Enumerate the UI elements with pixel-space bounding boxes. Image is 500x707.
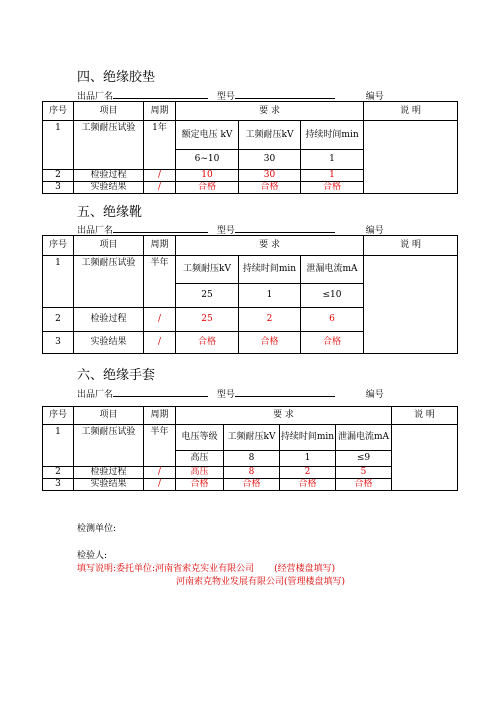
header-period: 周期 (144, 102, 176, 121)
spec-value: 25 (176, 284, 239, 308)
process-value: 1 (301, 170, 364, 182)
row-2-seq: 2 (43, 308, 74, 332)
header-period: 周期 (144, 407, 176, 425)
header-item: 项目 (74, 407, 144, 425)
section-5-table (42, 235, 458, 354)
result-value: 合格 (301, 182, 364, 194)
row-3-seq: 3 (43, 332, 74, 354)
spec-value: 1 (301, 150, 364, 170)
header-period: 周期 (144, 236, 176, 256)
row-1-seq: 1 (43, 121, 74, 170)
row-3-item: 实验结果 (74, 182, 144, 194)
note-cell (392, 425, 458, 491)
process-value: 2 (280, 467, 336, 479)
process-value: 25 (176, 308, 239, 332)
row-1-seq: 1 (43, 256, 74, 308)
result-value: 合格 (176, 332, 239, 354)
header-seq: 序号 (43, 236, 74, 256)
row-2-item: 检验过程 (74, 170, 144, 182)
row-2-period: / (144, 308, 176, 332)
model-blank (235, 223, 335, 233)
spec-value: 30 (239, 150, 301, 170)
model-blank (235, 89, 335, 99)
process-value: 5 (336, 467, 392, 479)
fill-instruction-line-1: 填写说明:委托单位:河南省索克实业有限公司 (经营楼盘填写) (77, 564, 336, 574)
row-1-item: 工频耐压试验 (74, 256, 144, 308)
row-1-period: 半年 (144, 425, 176, 467)
section-5-info-line: 出品厂名 型号 编号 (77, 223, 384, 236)
row-3-seq: 3 (43, 182, 74, 194)
row-2-period: / (144, 170, 176, 182)
section-5-title: 五、绝缘靴 (77, 205, 143, 220)
header-seq: 序号 (43, 407, 74, 425)
row-2-seq: 2 (43, 170, 74, 182)
spec-value: ≤10 (301, 284, 364, 308)
spec-header: 工频耐压kV (224, 425, 280, 451)
process-value: 8 (224, 467, 280, 479)
row-1-item: 工频耐压试验 (74, 121, 144, 170)
header-item: 项目 (74, 102, 144, 121)
row-2-item: 检验过程 (74, 308, 144, 332)
row-3-item: 实验结果 (74, 332, 144, 354)
header-note: 说 明 (392, 407, 458, 425)
result-value: 合格 (239, 182, 301, 194)
fill-instruction-line-2: 河南索克物业发展有限公司(管理楼盘填写) (176, 577, 346, 587)
spec-header: 泄漏电流mA (301, 256, 364, 284)
spec-header: 工频耐压kV (239, 121, 301, 150)
row-3-period: / (144, 332, 176, 354)
note-cell (364, 121, 458, 194)
row-3-period: / (144, 182, 176, 194)
header-item: 项目 (74, 236, 144, 256)
maker-blank (113, 223, 208, 233)
process-value: 2 (239, 308, 301, 332)
process-value: 30 (239, 170, 301, 182)
spec-value: 8 (224, 451, 280, 467)
spec-header: 工频耐压kV (176, 256, 239, 284)
section-6-table (42, 406, 458, 491)
spec-header: 持续时间min (301, 121, 364, 150)
header-note: 说 明 (364, 102, 458, 121)
model-blank (235, 387, 335, 397)
row-3-item: 实验结果 (74, 479, 144, 491)
spec-value: 6~10 (176, 150, 239, 170)
result-value: 合格 (224, 479, 280, 491)
spec-header: 额定电压 kV (176, 121, 239, 150)
section-6-title: 六、绝缘手套 (77, 368, 156, 383)
row-3-seq: 3 (43, 479, 74, 491)
header-seq: 序号 (43, 102, 74, 121)
result-value: 合格 (280, 479, 336, 491)
header-requirements: 要 求 (176, 236, 364, 256)
row-2-item: 检验过程 (74, 467, 144, 479)
row-1-item: 工频耐压试验 (74, 425, 144, 467)
row-3-period: / (144, 479, 176, 491)
row-2-seq: 2 (43, 467, 74, 479)
inspection-unit: 检测单位: (77, 524, 117, 534)
row-1-period: 半年 (144, 256, 176, 308)
row-1-seq: 1 (43, 425, 74, 467)
spec-value: 1 (239, 284, 301, 308)
result-value: 合格 (301, 332, 364, 354)
inspector: 检验人: (77, 551, 108, 561)
process-value: 6 (301, 308, 364, 332)
spec-value: 高压 (176, 451, 224, 467)
header-note: 说 明 (364, 236, 458, 256)
spec-value: 1 (280, 451, 336, 467)
spec-header: 电压等级 (176, 425, 224, 451)
maker-blank (113, 387, 208, 397)
row-2-period: / (144, 467, 176, 479)
row-1-period: 1年 (144, 121, 176, 170)
header-requirements: 要 求 (176, 102, 364, 121)
result-value: 合格 (336, 479, 392, 491)
result-value: 合格 (176, 479, 224, 491)
section-4-table (42, 101, 458, 194)
section-6-info-line: 出品厂名 型号 编号 (77, 387, 384, 400)
process-value: 高压 (176, 467, 224, 479)
section-4-info-line: 出品厂名 型号 编号 (77, 89, 384, 102)
process-value: 10 (176, 170, 239, 182)
note-cell (364, 256, 458, 354)
result-value: 合格 (176, 182, 239, 194)
spec-value: ≤9 (336, 451, 392, 467)
result-value: 合格 (239, 332, 301, 354)
maker-blank (113, 89, 208, 99)
spec-header: 持续时间min (239, 256, 301, 284)
section-4-title: 四、绝缘胶垫 (77, 70, 156, 85)
spec-header: 泄漏电流mA (336, 425, 392, 451)
header-requirements: 要 求 (176, 407, 392, 425)
spec-header: 持续时间min (280, 425, 336, 451)
